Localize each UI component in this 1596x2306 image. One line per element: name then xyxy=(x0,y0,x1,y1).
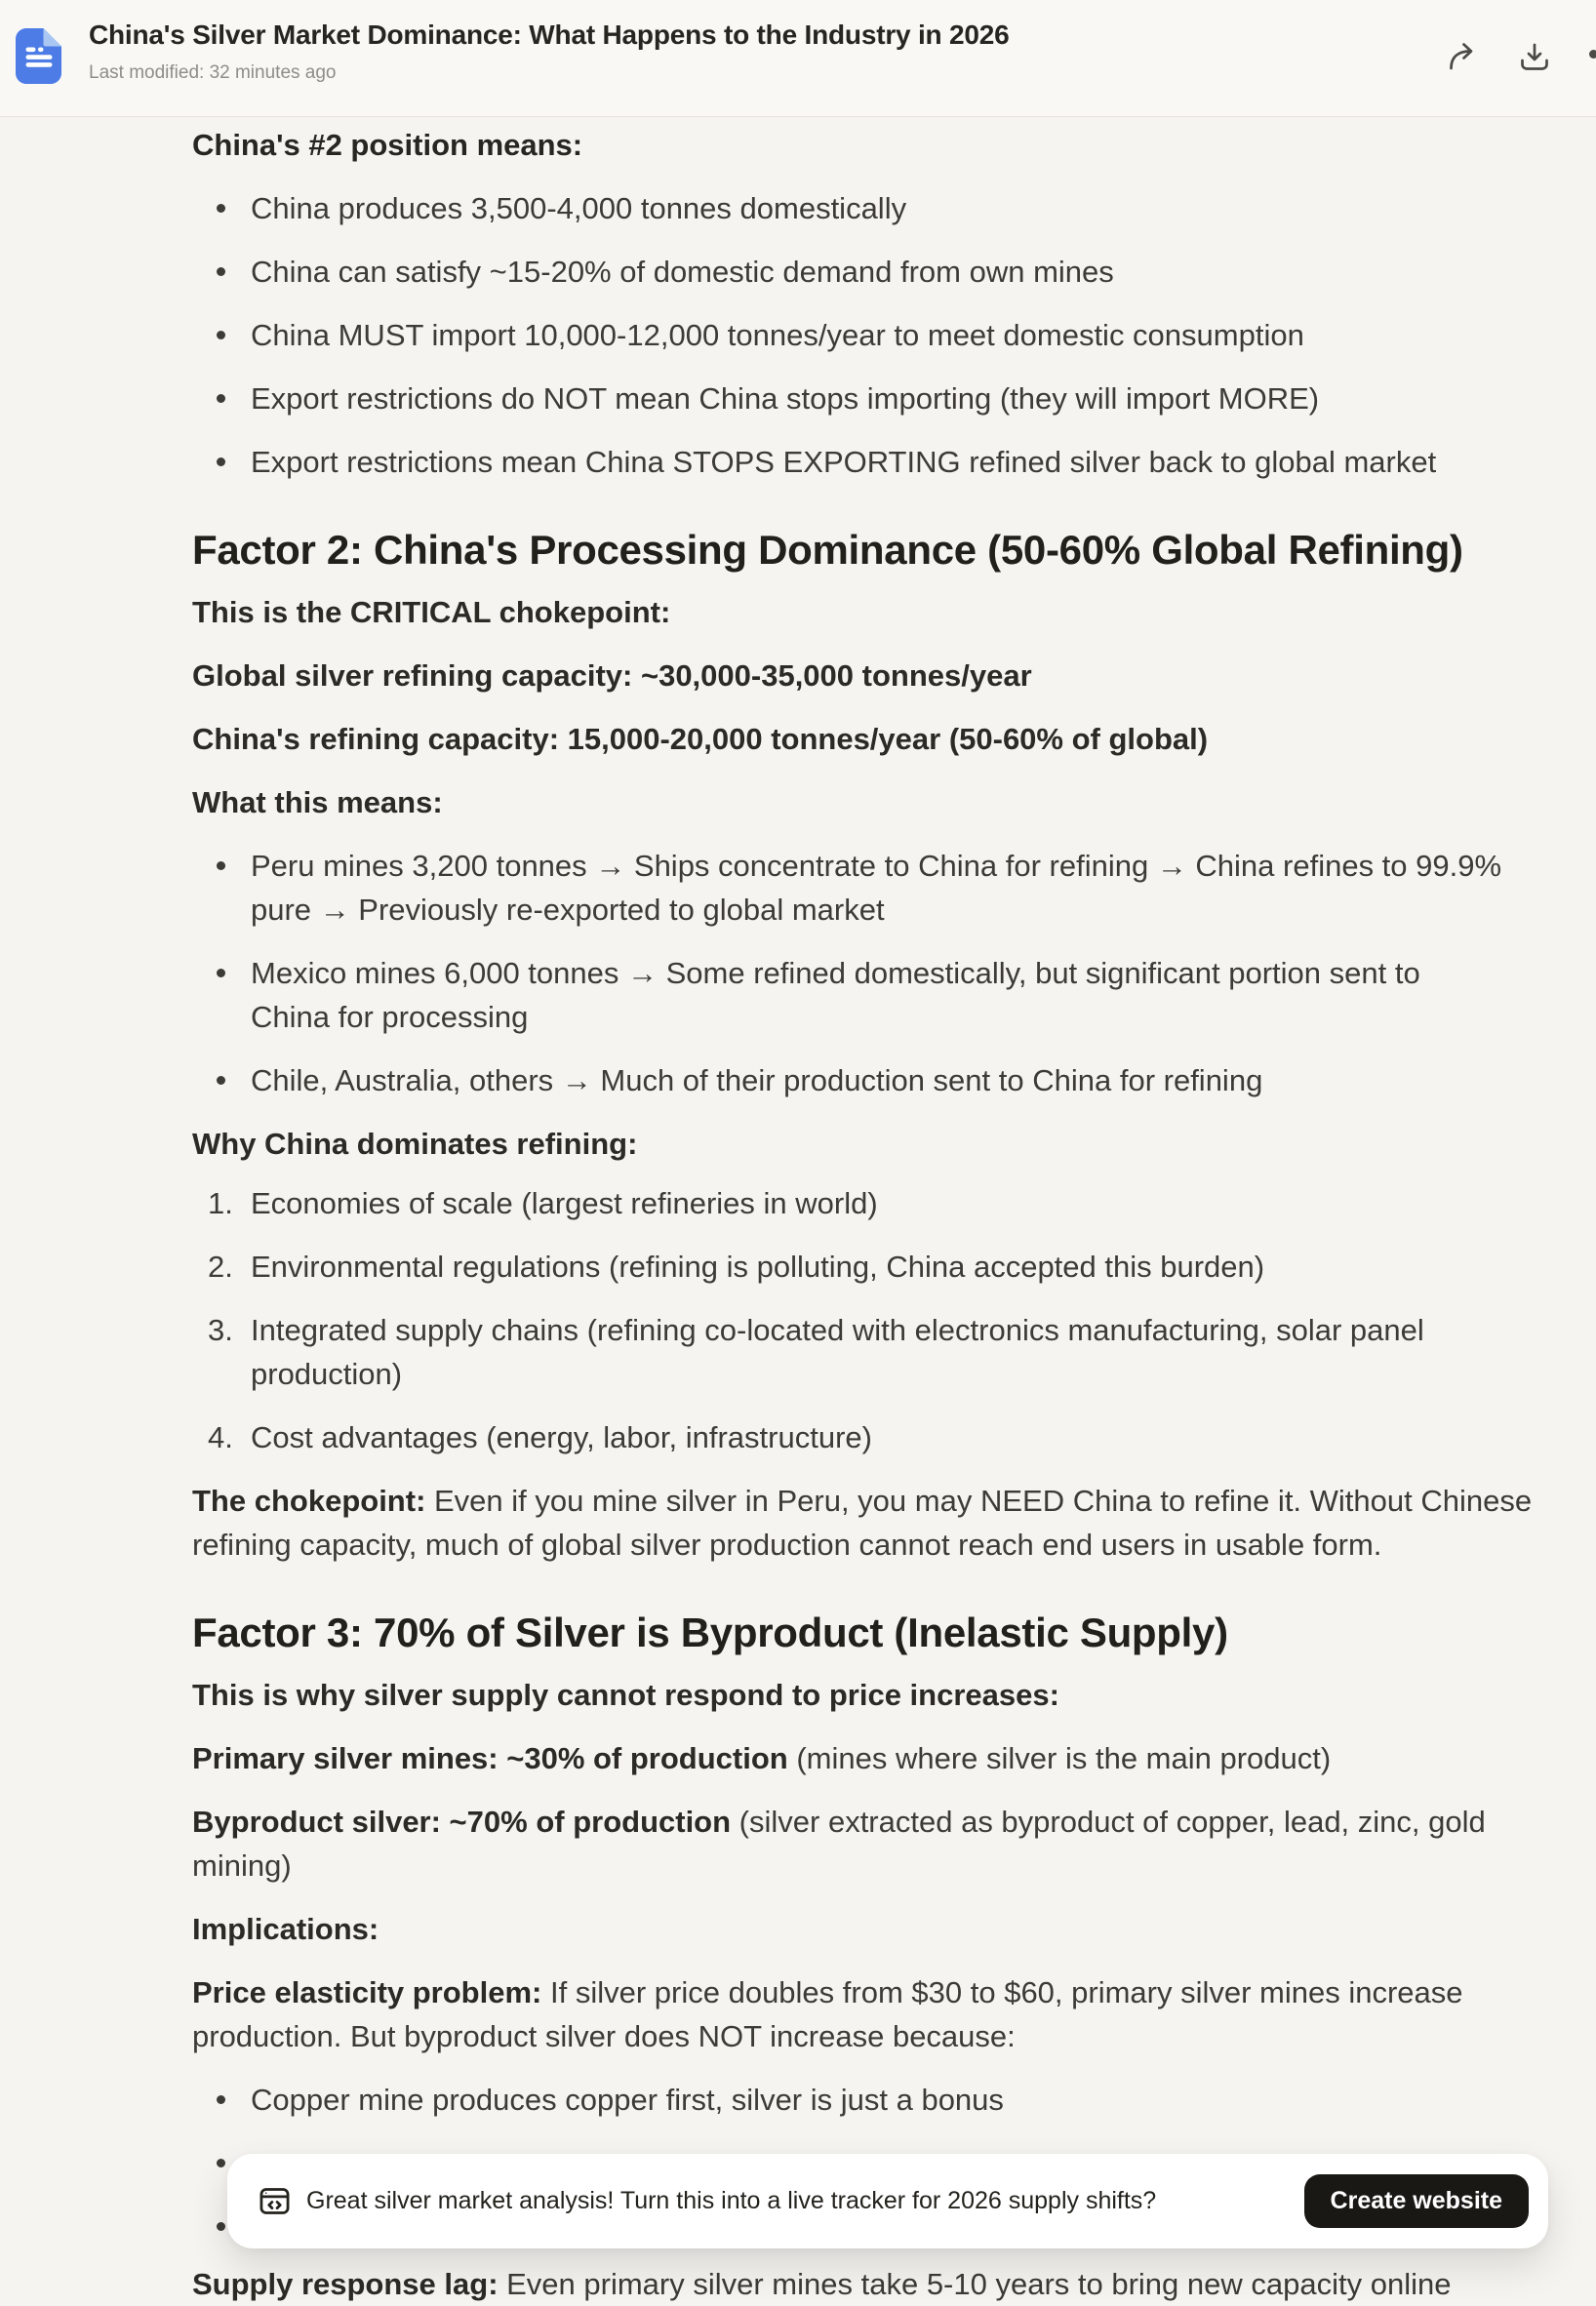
text-line xyxy=(251,440,1561,484)
document-body xyxy=(0,116,1596,2306)
list-item xyxy=(192,186,1561,230)
sub-heading: China's #2 position means: xyxy=(192,128,583,162)
text-line xyxy=(251,1308,1561,1352)
bullet-list xyxy=(192,186,1561,484)
bold-text: Supply response lag: xyxy=(192,2267,499,2301)
regular-text: pure → Previously re-exported to global market xyxy=(251,893,885,927)
bold-text: Price elasticity problem: xyxy=(192,1975,542,2009)
document-icon xyxy=(16,28,61,84)
text-line xyxy=(192,2262,1561,2306)
list-item xyxy=(192,1181,1561,1225)
text-line xyxy=(251,186,1561,230)
paragraph xyxy=(192,1800,1561,1888)
bold-text: Primary silver mines: ~30% of production xyxy=(192,1741,788,1775)
paragraph xyxy=(192,1673,1561,1717)
regular-text: Economies of scale (largest refineries in world) xyxy=(251,1186,878,1220)
regular-text: Peru mines 3,200 tonnes → Ships concentrate to China for refining → China refines to 99.9% xyxy=(251,849,1502,883)
text-line xyxy=(251,888,1561,932)
list-item xyxy=(192,313,1561,357)
regular-text: Integrated supply chains (refining co-located with electronics manufacturing, solar panel xyxy=(251,1313,1424,1347)
regular-text: Cost advantages (energy, labor, infrastructure) xyxy=(251,1420,872,1454)
text-line xyxy=(192,1673,1561,1717)
regular-text: Export restrictions mean China STOPS EXPORTING refined silver back to global market xyxy=(251,445,1437,479)
text-line xyxy=(192,1479,1561,1523)
regular-text: China produces 3,500-4,000 tonnes domestically xyxy=(251,191,907,225)
list-item xyxy=(192,1308,1561,1396)
text-line xyxy=(251,313,1561,357)
regular-text: (silver extracted as byproduct of copper, lead, zinc, gold xyxy=(731,1805,1486,1839)
regular-text: Copper mine produces copper first, silver is just a bonus xyxy=(251,2083,1004,2117)
document-title: China's Silver Market Dominance: What Happens to the Industry in 2026 xyxy=(89,20,1010,50)
text-line xyxy=(192,1970,1561,2014)
bold-text: Byproduct silver: ~70% of production xyxy=(192,1805,732,1839)
text-line xyxy=(192,654,1561,697)
download-icon xyxy=(1519,60,1550,74)
text-line xyxy=(251,1352,1561,1396)
bold-text: China's refining capacity: 15,000-20,000 tonnes/year (50-60% of global) xyxy=(192,722,1209,756)
text-line xyxy=(192,780,1561,824)
text-line xyxy=(192,2014,1561,2058)
bold-text: The chokepoint: xyxy=(192,1484,426,1518)
regular-text: Even primary silver mines take 5-10 years to bring new capacity online xyxy=(498,2267,1452,2301)
text-line xyxy=(192,1523,1561,1567)
paragraph xyxy=(192,1970,1561,2058)
regular-text: Export restrictions do NOT mean China stops importing (they will import MORE) xyxy=(251,381,1320,416)
text-line xyxy=(251,250,1561,294)
text-line xyxy=(192,1907,1561,1951)
list-item xyxy=(192,1415,1561,1459)
regular-text: If silver price doubles from $30 to $60, primary silver mines increase xyxy=(541,1975,1463,2009)
regular-text: production. But byproduct silver does NOT increase because: xyxy=(192,2019,1016,2053)
regular-text: Mexico mines 6,000 tonnes → Some refined domestically, but significant portion sent to xyxy=(251,956,1420,990)
regular-text: China can satisfy ~15-20% of domestic demand from own mines xyxy=(251,255,1114,289)
paragraph xyxy=(192,1122,1561,1166)
website-code-icon xyxy=(257,2183,293,2219)
regular-text: (mines where silver is the main product) xyxy=(787,1741,1332,1775)
share-button[interactable] xyxy=(1447,40,1482,71)
bold-text: This is the CRITICAL chokepoint: xyxy=(192,595,671,629)
list-item xyxy=(192,1058,1561,1102)
create-website-prompt-card xyxy=(227,2154,1548,2248)
regular-text: China MUST import 10,000-12,000 tonnes/year to meet domestic consumption xyxy=(251,318,1304,352)
text-line xyxy=(251,844,1561,888)
section-heading: Factor 2: China's Processing Dominance (50-60% Global Refining) xyxy=(192,527,1463,573)
list-item xyxy=(192,844,1561,932)
list-item xyxy=(192,377,1561,420)
text-line xyxy=(192,590,1561,634)
text-line xyxy=(251,2078,1561,2122)
paragraph xyxy=(192,654,1561,697)
paragraph xyxy=(192,717,1561,761)
bold-text: Implications: xyxy=(192,1912,379,1946)
section-heading: Factor 3: 70% of Silver is Byproduct (Inelastic Supply) xyxy=(192,1610,1228,1655)
list-item xyxy=(192,2078,1561,2122)
text-line xyxy=(192,1800,1561,1844)
regular-text: mining) xyxy=(192,1849,292,1883)
text-line xyxy=(192,1844,1561,1888)
list-item xyxy=(192,440,1561,484)
bold-text: This is why silver supply cannot respond to price increases: xyxy=(192,1678,1059,1712)
last-modified: Last modified: 32 minutes ago xyxy=(89,62,337,83)
list-item xyxy=(192,1245,1561,1289)
more-menu-icon[interactable] xyxy=(1589,50,1596,59)
prompt-message: Great silver market analysis! Turn this into a live tracker for 2026 supply shifts? xyxy=(306,2187,1157,2214)
text-line xyxy=(251,1415,1561,1459)
list-item xyxy=(192,250,1561,294)
regular-text: China for processing xyxy=(251,1000,529,1034)
create-website-button[interactable]: Create website xyxy=(1304,2174,1529,2228)
text-line xyxy=(251,1058,1561,1102)
bold-text: Why China dominates refining: xyxy=(192,1127,638,1161)
numbered-list xyxy=(192,1181,1561,1459)
bold-text: Global silver refining capacity: ~30,000-35,000 tonnes/year xyxy=(192,658,1032,693)
paragraph xyxy=(192,590,1561,634)
download-button[interactable] xyxy=(1519,42,1550,71)
paragraph xyxy=(192,780,1561,824)
artifact-header xyxy=(0,0,1596,117)
regular-text: Chile, Australia, others → Much of their production sent to China for refining xyxy=(251,1063,1263,1097)
regular-text: refining capacity, much of global silver production cannot reach end users in usable form. xyxy=(192,1528,1382,1562)
paragraph xyxy=(192,1907,1561,1951)
text-line xyxy=(192,1122,1561,1166)
text-line xyxy=(192,1736,1561,1780)
regular-text: Environmental regulations (refining is polluting, China accepted this burden) xyxy=(251,1250,1265,1284)
regular-text: Even if you mine silver in Peru, you may NEED China to refine it. Without Chinese xyxy=(425,1484,1533,1518)
text-line xyxy=(251,377,1561,420)
bold-text: What this means: xyxy=(192,785,443,819)
text-line xyxy=(192,717,1561,761)
list-item xyxy=(192,951,1561,1039)
text-line xyxy=(251,1245,1561,1289)
paragraph xyxy=(192,2262,1561,2306)
paragraph xyxy=(192,1736,1561,1780)
text-line xyxy=(251,951,1561,995)
text-line xyxy=(251,995,1561,1039)
text-line xyxy=(251,1181,1561,1225)
regular-text: production) xyxy=(251,1357,403,1391)
paragraph xyxy=(192,1479,1561,1567)
bullet-list xyxy=(192,844,1561,1102)
share-icon xyxy=(1447,60,1482,74)
